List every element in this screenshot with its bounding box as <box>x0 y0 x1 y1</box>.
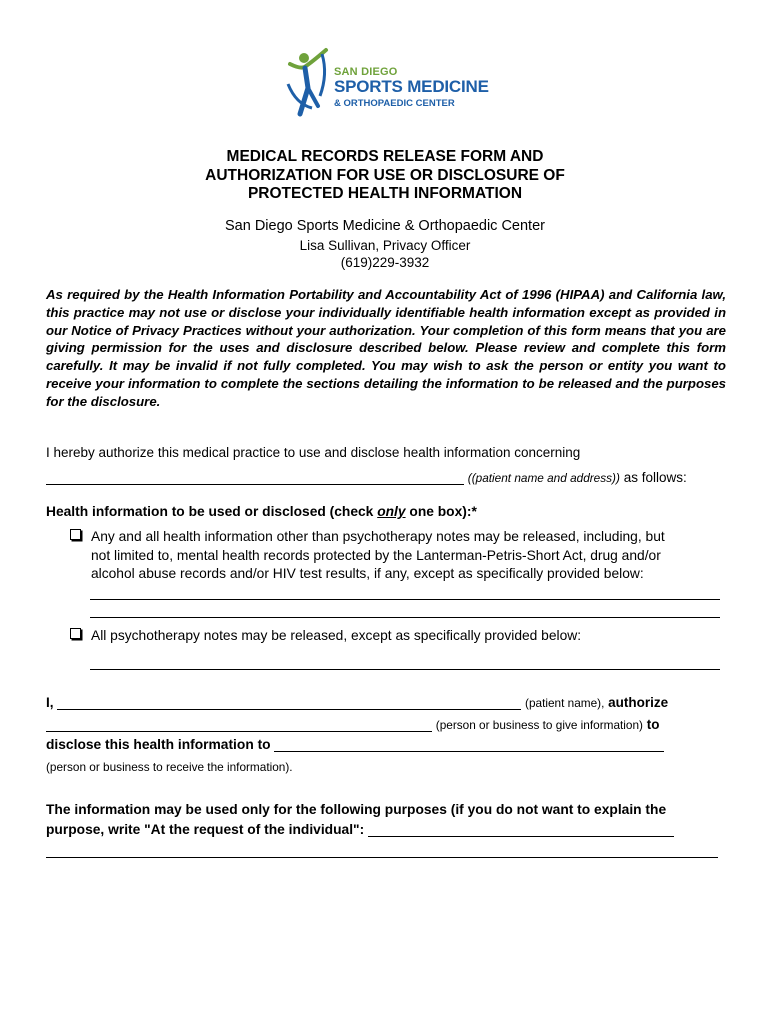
privacy-officer: Lisa Sullivan, Privacy Officer <box>299 238 471 253</box>
option2-text: All psychotherapy notes may be released, except as specifically provided below: <box>91 628 582 643</box>
giver-field[interactable] <box>46 717 432 732</box>
phone-number: (619)229-3932 <box>340 255 430 270</box>
hipaa-intro-paragraph: As required by the Health Information Portability and Accountability Act of 1996 (HIPAA) and California law, this practice may not use or disclose your individually identifiable health information except as provided in our Notice of Privacy Practices without your authorization. Your completion of this form means that you are giving permission for the uses and disclosure described below. Please review and complete this form carefully. It may be invalid if not fully completed. You may wish to ask the person or entity you want to receive your information to complete the sections detailing the information to be released and the purposes for the disclosure. <box>46 287 726 409</box>
patient-name-field[interactable] <box>57 695 521 710</box>
checkbox-psychotherapy-notes[interactable] <box>70 628 81 639</box>
option2-exception-line[interactable] <box>90 669 720 670</box>
contact-block <box>0 237 770 271</box>
purposes-row-2 <box>46 822 674 837</box>
patient-authorize-row <box>46 695 668 710</box>
disclose-row <box>46 737 664 752</box>
option1-exception-line-2[interactable] <box>90 617 720 618</box>
i-label: I, <box>46 695 54 710</box>
organization-name: San Diego Sports Medicine & Orthopaedic Center <box>225 218 545 234</box>
receiver-label: (person or business to receive the information). <box>46 760 293 774</box>
disclose-label: disclose this health information to <box>46 737 271 752</box>
patient-name-address-row <box>46 470 687 485</box>
authorize-word: authorize <box>608 695 669 710</box>
patient-name-address-field[interactable] <box>46 470 464 485</box>
logo <box>282 44 512 120</box>
option1-line-2: not limited to, mental health records protected by the Lanterman-Petris-Short Act, drug and/or <box>91 547 661 563</box>
giver-label: (person or business to give information) <box>435 718 643 732</box>
authorize-statement: I hereby authorize this medical practice to use and disclose health information concerning <box>46 445 581 460</box>
purposes-line-2: purpose, write "At the request of the individual": <box>46 822 365 837</box>
option-all-health-info <box>70 528 730 584</box>
heading-text-2: one box):* <box>405 504 477 519</box>
athlete-figure-icon <box>282 44 334 120</box>
patient-name-address-label: ((patient name and address)) <box>467 471 620 485</box>
giver-row <box>46 717 659 732</box>
title-line-1: MEDICAL RECORDS RELEASE FORM AND <box>226 148 544 165</box>
option-psychotherapy-notes <box>70 627 730 646</box>
patient-name-label: (patient name), <box>525 696 605 710</box>
heading-emphasis: only <box>377 504 406 519</box>
purposes-line-1: The information may be used only for the following purposes (if you do not want to explain the <box>46 802 667 817</box>
health-info-heading <box>46 504 477 519</box>
option1-exception-line-1[interactable] <box>90 599 720 600</box>
purpose-field[interactable] <box>368 822 674 837</box>
option1-line-1: Any and all health information other than psychotherapy notes may be released, including, but <box>91 529 665 544</box>
as-follows-label: as follows: <box>623 470 687 485</box>
title-line-3: PROTECTED HEALTH INFORMATION <box>247 185 523 202</box>
form-title <box>0 148 770 204</box>
logo-line-3: & ORTHOPAEDIC CENTER <box>334 98 455 109</box>
to-word: to <box>646 717 660 732</box>
heading-text-1: Health information to be used or disclosed (check <box>46 504 378 519</box>
purpose-field-line-2[interactable] <box>46 857 718 858</box>
option1-line-3: alcohol abuse records and/or HIV test results, if any, except as specifically provided below: <box>91 566 644 581</box>
logo-line-2: SPORTS MEDICINE <box>334 77 489 96</box>
checkbox-all-health-info[interactable] <box>70 529 81 540</box>
logo-line-1: SAN DIEGO <box>334 66 398 78</box>
title-line-2: AUTHORIZATION FOR USE OR DISCLOSURE OF <box>205 166 565 184</box>
receiver-field[interactable] <box>274 737 664 752</box>
